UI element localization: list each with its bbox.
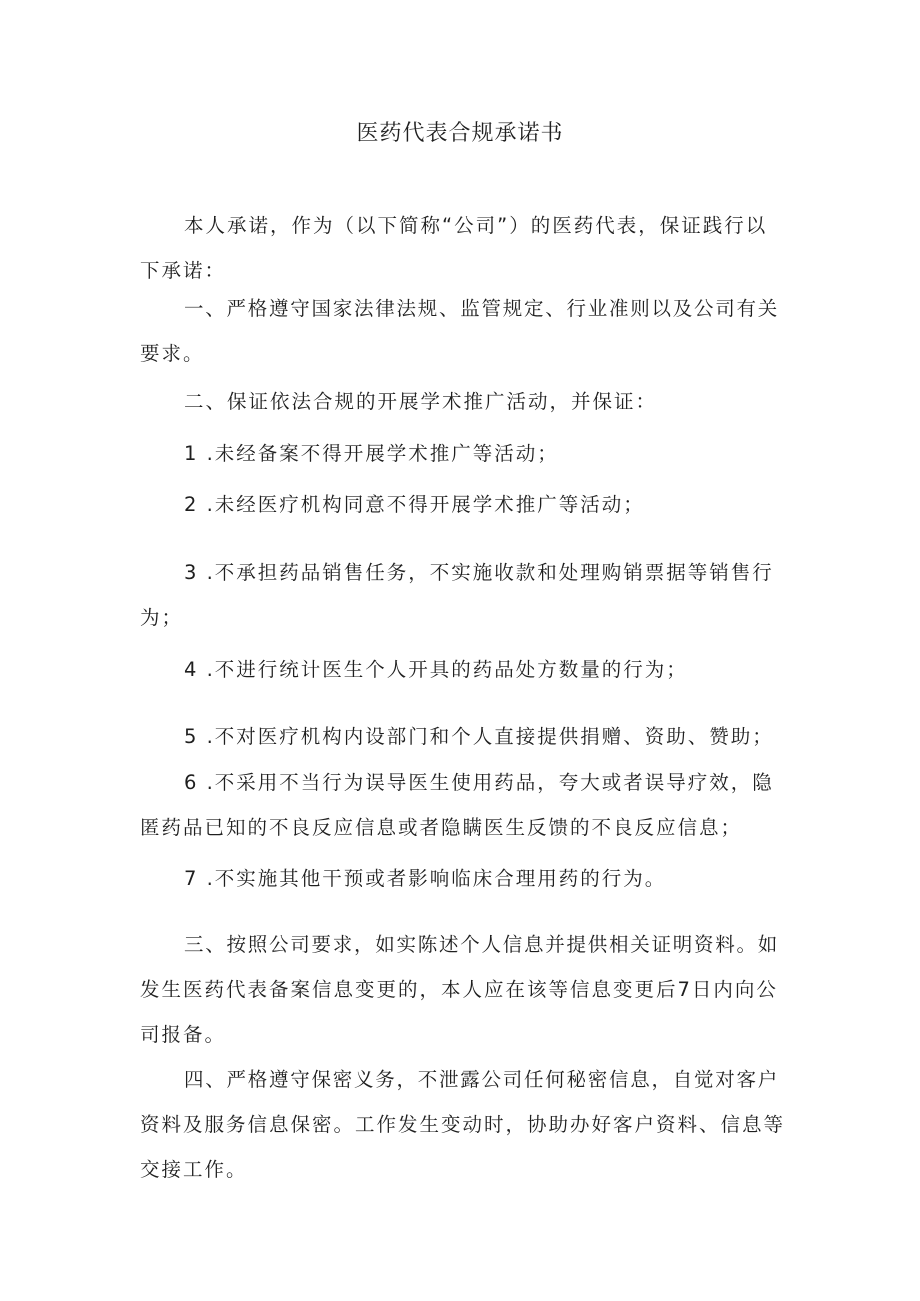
paragraph-line: 司报备。 [140, 1023, 227, 1046]
list-item-3 [140, 550, 785, 640]
document-title: 医药代表合规承诺书 [356, 121, 564, 146]
paragraph-intro [140, 203, 785, 293]
paragraph-line: 四、严格遵守保密义务，不泄露公司任何秘密信息，自觉对客户 [184, 1068, 780, 1091]
list-item-2 [140, 482, 785, 527]
paragraph-line: 资料及服务信息保密。工作发生变动时，协助办好客户资料、信息等 [140, 1113, 786, 1136]
paragraph-line: 匿药品已知的不良反应信息或者隐瞒医生反馈的不良反应信息； [140, 816, 743, 839]
paragraph-line: 为； [140, 606, 184, 629]
list-item-5 [140, 714, 785, 759]
paragraph-line: 3 .不承担药品销售任务，不实施收款和处理购销票据等销售行 [184, 561, 774, 584]
paragraph-section-4 [140, 1057, 785, 1192]
paragraph-section-2 [140, 379, 785, 424]
paragraph-section-3 [140, 922, 785, 1057]
paragraph-line: 二、保证依法合规的开展学术推广活动，并保证： [184, 390, 658, 413]
list-item-4 [140, 647, 785, 692]
paragraph-line: 本人承诺，作为（以下简称“公司”）的医药代表，保证践行以 [184, 214, 768, 237]
paragraph-line: 一、严格遵守国家法律法规、监管规定、行业准则以及公司有关 [184, 297, 780, 320]
paragraph-section-1 [140, 286, 785, 376]
paragraph-line: 2 .未经医疗机构同意不得开展学术推广等活动； [184, 493, 645, 516]
paragraph-line: 1 .未经备案不得开展学术推广等活动； [184, 442, 559, 465]
paragraph-line: 6 .不采用不当行为误导医生使用药品，夸大或者误导疗效，隐 [184, 771, 774, 794]
paragraph-line: 5 .不对医疗机构内设部门和个人直接提供捐赠、资助、赞助； [184, 725, 774, 748]
list-item-7 [140, 856, 785, 901]
paragraph-line: 发生医药代表备案信息变更的，本人应在该等信息变更后7日内向公 [140, 978, 778, 1001]
paragraph-line: 要求。 [140, 342, 205, 365]
list-item-1 [140, 431, 785, 476]
list-item-6 [140, 760, 785, 850]
paragraph-line: 三、按照公司要求，如实陈述个人信息并提供相关证明资料。如 [184, 933, 780, 956]
paragraph-line: 交接工作。 [140, 1158, 248, 1181]
paragraph-line: 4 .不进行统计医生个人开具的药品处方数量的行为； [184, 658, 688, 681]
paragraph-line: 下承诺： [140, 259, 227, 282]
paragraph-line: 7 .不实施其他干预或者影响临床合理用药的行为。 [184, 867, 667, 890]
